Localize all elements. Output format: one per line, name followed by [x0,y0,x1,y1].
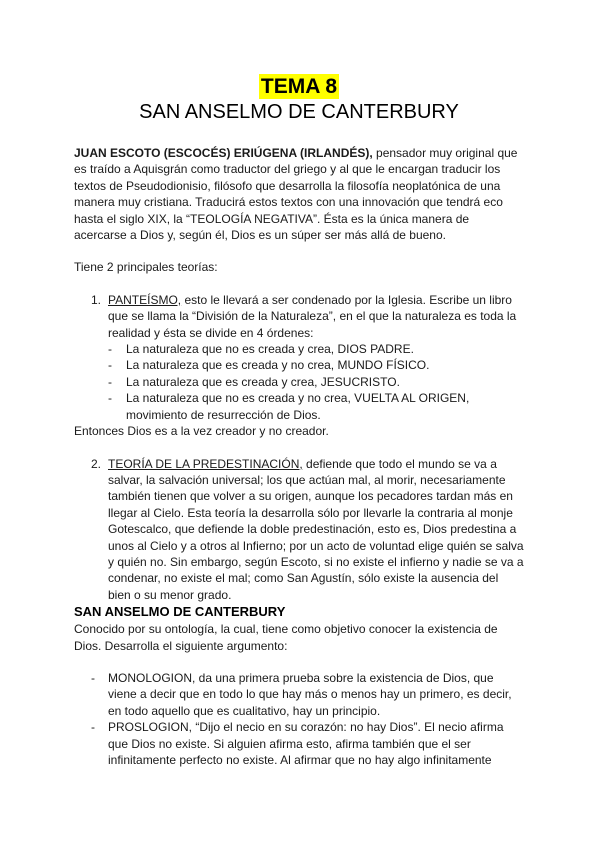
argument-item [74,719,524,768]
order-text: La naturaleza que es creada y no crea, MUNDO FÍSICO. [126,358,430,373]
theory-text-2: defiende que todo el mundo se va a salvar, la salvación universal; los que actúan mal, al morir, necesariamente también tienen que volver a su origen, aunque los pecadores tardan más en llegar al Cielo. Esta teoría la desarrolla sólo por llevarle la contraria al monje Gotescalco, que defiende la doble predestinación, esto es, Dios predestina a unos al Cielo y a otros al Infierno; por un acto de voluntad elige quién se salva y quién no. Sin embargo, según Escoto, si no existe el infierno y nadie se va a condenar, no existe el mal; como San Agustín, sólo existe la ausencia del bien o su menor grado. [108,456,524,602]
dash-marker: - [91,720,95,735]
anselmo-intro: Conocido por su ontología, la cual, tiene como objetivo conocer la existencia de Dios. Desarrolla el siguiente argumento: [74,622,498,653]
intro-text: pensador muy original que es traído a Aquisgrán como traductor del griego y al que le encargan traducir los textos de Pseudodionisio, filósofo que desarrolla la filosofía neoplatónica de una manera muy cristiana. Traducirá estos textos con una innovación que tendrá eco hasta el siglo XIX, la “TEOLOGÍA NEGATIVA”. Ésta es la única manera de acercarse a Dios y, según él, Dios es un súper ser más allá de bueno. [74,146,518,243]
order-item [108,341,524,357]
intro-bold-lead: JUAN ESCOTO (ESCOCÉS) ERIÚGENA (IRLANDÉS), [74,146,373,160]
dash-marker: - [108,391,112,406]
page-subtitle: SAN ANSELMO DE CANTERBURY [139,101,459,123]
theory-number-1: 1. [91,292,102,307]
page-title: TEMA 8 [260,75,338,98]
dash-marker: - [108,342,112,357]
order-text: La naturaleza que es creada y crea, JESUCRISTO. [126,374,400,389]
argument-item [74,670,524,719]
entonces-line: Entonces Dios es a la vez creador y no creador. [74,424,329,439]
argument-text: PROSLOGION, “Dijo el necio en su corazón: no hay Dios”. El necio afirma que Dios no existe. Si alguien afirma esto, afirma también que el ser infinitamente perfecto no existe. Al afirmar que no hay algo infinitamente [108,720,504,767]
intro-paragraph [74,145,524,243]
theory-item-1 [74,292,524,341]
theory-label-1: PANTEÍSMO, [108,292,182,307]
teorias-line: Tiene 2 principales teorías: [74,260,218,275]
title-wrap [74,74,524,99]
dash-marker: - [108,358,112,373]
arguments-list [74,670,524,768]
theory-text-1: esto le llevará a ser condenado por la Iglesia. Escribe un libro que se llama la “División de la Naturaleza”, en el que la naturaleza es toda la realidad y ésta se divide en 4 órdenes: [108,292,517,340]
anselmo-heading: SAN ANSELMO DE CANTERBURY [74,604,286,620]
orders-list [74,341,524,423]
argument-text: MONOLOGION, da una primera prueba sobre la existencia de Dios, que viene a decir que en todo lo que hay más o menos hay un primero, es decir, en todo aquello que es cualitativo, hay un principio. [108,670,512,718]
theory-number-2: 2. [91,456,102,471]
theory-item-2 [74,456,524,604]
dash-marker: - [108,374,112,389]
theory-label-2: TEORÍA DE LA PREDESTINACIÓN, [108,456,303,471]
order-item [108,390,524,423]
order-text: La naturaleza que no es creada y crea, DIOS PADRE. [126,342,414,357]
order-item [108,357,524,373]
theories-list-2 [74,456,524,604]
theories-list [74,292,524,341]
order-text: La naturaleza que no es creada y no crea, VUELTA AL ORIGEN, movimiento de resurrección de Dios. [126,391,470,422]
order-item [108,374,524,390]
dash-marker: - [91,670,95,685]
